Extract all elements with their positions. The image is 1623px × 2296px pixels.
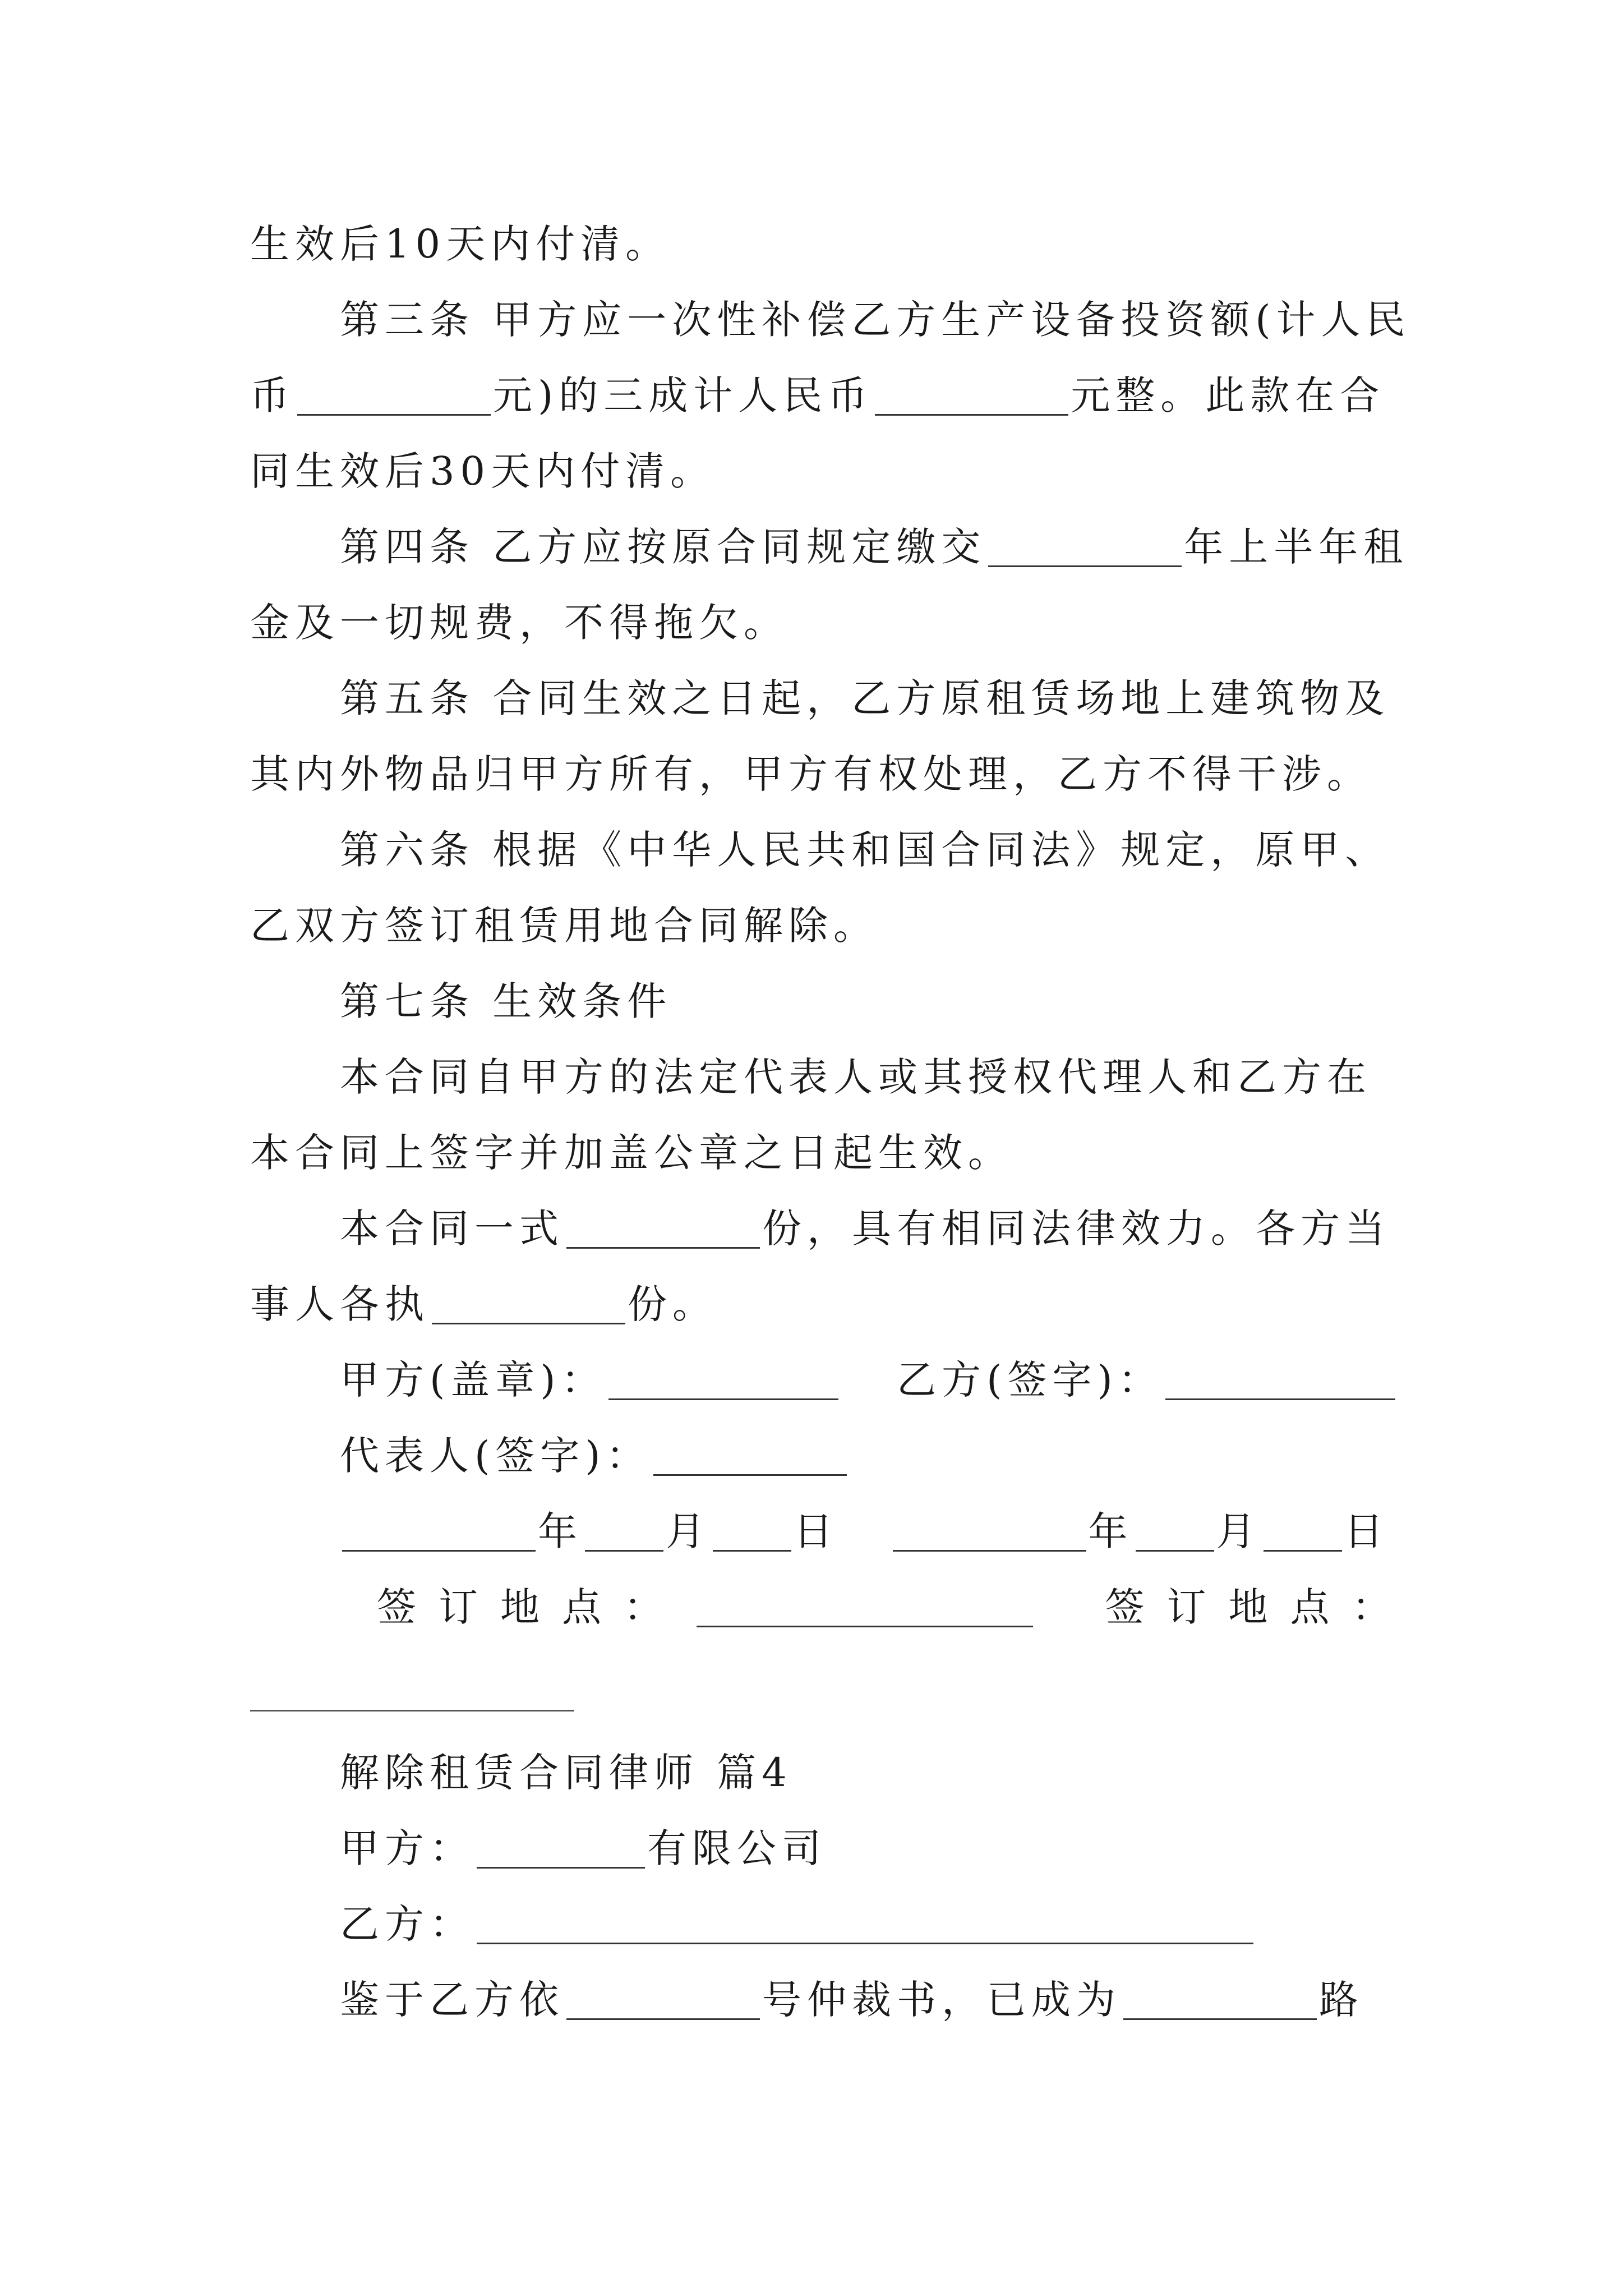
article-5-line-1: [340, 670, 1394, 726]
article-6-line-2: [250, 898, 1394, 954]
year-blank: [342, 1511, 536, 1552]
paragraph-text: 本合同自甲方的法定代表人或其授权代理人和乙方在: [340, 1054, 1372, 1100]
signing-place-label-a: 签订地点：: [377, 1584, 685, 1630]
party-b-label: 乙方：: [340, 1901, 474, 1947]
article-3-line-2: [250, 367, 1394, 424]
paragraph-text: 鉴于乙方依: [340, 1977, 564, 2023]
paragraph-text: 同生效后30天内付清。: [250, 448, 716, 494]
fill-blank: [566, 1979, 760, 2020]
paragraph-text: 其内外物品归甲方所有，甲方有权处理，乙方不得干涉。: [250, 751, 1372, 797]
signing-place-label-b: 签订地点：: [1105, 1584, 1414, 1630]
article-3-line-1: [340, 292, 1411, 348]
fill-blank: [297, 375, 491, 416]
copies-line-2: [250, 1276, 1394, 1332]
year-label: 年: [1088, 1508, 1133, 1554]
signing-place-line: [377, 1579, 1414, 1635]
article-4-line-2: [250, 595, 1394, 651]
recital-line: [340, 1972, 1394, 2028]
date-line: [340, 1503, 1394, 1559]
paragraph-text: 路: [1319, 1977, 1364, 2023]
party-a-line: [340, 1820, 1394, 1876]
paragraph-text: 第四条 乙方应按原合同规定缴交: [340, 524, 986, 570]
party-b-line: [340, 1896, 1394, 1952]
month-blank: [585, 1511, 663, 1552]
representative-line: [340, 1428, 1394, 1484]
paragraph-text: 生效后10天内付清。: [250, 221, 671, 267]
day-label: 日: [1344, 1508, 1389, 1554]
party-a-seal-label: 甲方(盖章)：: [340, 1357, 606, 1403]
day-label: 日: [794, 1508, 838, 1554]
paragraph-text: 年上半年租: [1184, 524, 1409, 570]
signing-place-blank: [697, 1586, 1033, 1627]
article-5-line-2: [250, 746, 1394, 802]
text-line: [250, 216, 1394, 272]
fill-blank: [988, 526, 1182, 567]
article-7-line-1: [340, 1049, 1394, 1105]
fill-blank: [875, 375, 1068, 416]
fill-blank: [566, 1208, 760, 1249]
day-blank: [713, 1511, 791, 1552]
paragraph-text: 币: [250, 372, 295, 418]
representative-label: 代表人(签字)：: [340, 1433, 651, 1479]
paragraph-text: 号仲裁书，已成为: [762, 1977, 1121, 2023]
paragraph-text: 元)的三成计人民币: [493, 372, 873, 418]
fill-blank: [432, 1283, 625, 1324]
paragraph-text: 本合同上签字并加盖公章之日起生效。: [250, 1130, 1013, 1176]
party-a-seal-blank: [608, 1359, 838, 1400]
paragraph-text: 份。: [628, 1281, 717, 1327]
article-7-title: [340, 973, 1394, 1029]
party-b-name-blank: [477, 1903, 1253, 1944]
party-a-suffix: 有限公司: [647, 1825, 827, 1871]
paragraph-text: 乙双方签订租赁用地合同解除。: [250, 903, 878, 949]
fill-blank: [1123, 1979, 1317, 2020]
day-blank: [1264, 1511, 1342, 1552]
article-4-line-1: [340, 519, 1409, 575]
year-blank: [893, 1511, 1086, 1552]
month-label: 月: [666, 1508, 711, 1554]
paragraph-text: 第七条 生效条件: [340, 978, 672, 1024]
article-6-line-1: [340, 822, 1394, 878]
signature-line: [340, 1352, 1394, 1408]
paragraph-text: 第五条 合同生效之日起，乙方原租赁场地上建筑物及: [340, 675, 1390, 721]
paragraph-text: 第三条 甲方应一次性补偿乙方生产设备投资额(计人民: [340, 297, 1411, 343]
paragraph-text: 份，具有相同法律效力。各方当: [762, 1205, 1390, 1251]
section-title: [340, 1745, 1394, 1801]
paragraph-text: 金及一切规费，不得拖欠。: [250, 600, 789, 646]
signing-place-blank-continued: [250, 1710, 574, 1711]
year-label: 年: [538, 1508, 583, 1554]
article-7-line-2: [250, 1125, 1394, 1181]
section-heading: 解除租赁合同律师 篇4: [340, 1750, 792, 1796]
party-b-sign-label: 乙方(签字)：: [897, 1357, 1163, 1403]
party-a-label: 甲方：: [340, 1825, 474, 1871]
article-3-line-3: [250, 443, 1394, 499]
copies-line-1: [340, 1200, 1394, 1257]
month-blank: [1136, 1511, 1214, 1552]
representative-blank: [653, 1435, 847, 1476]
party-a-name-blank: [477, 1828, 645, 1869]
paragraph-text: 元整。此款在合: [1071, 372, 1385, 418]
party-b-sign-blank: [1165, 1359, 1395, 1400]
paragraph-text: 第六条 根据《中华人民共和国合同法》规定，原甲、: [340, 827, 1390, 873]
paragraph-text: 本合同一式: [340, 1205, 564, 1251]
month-label: 月: [1216, 1508, 1261, 1554]
paragraph-text: 事人各执: [250, 1281, 430, 1327]
